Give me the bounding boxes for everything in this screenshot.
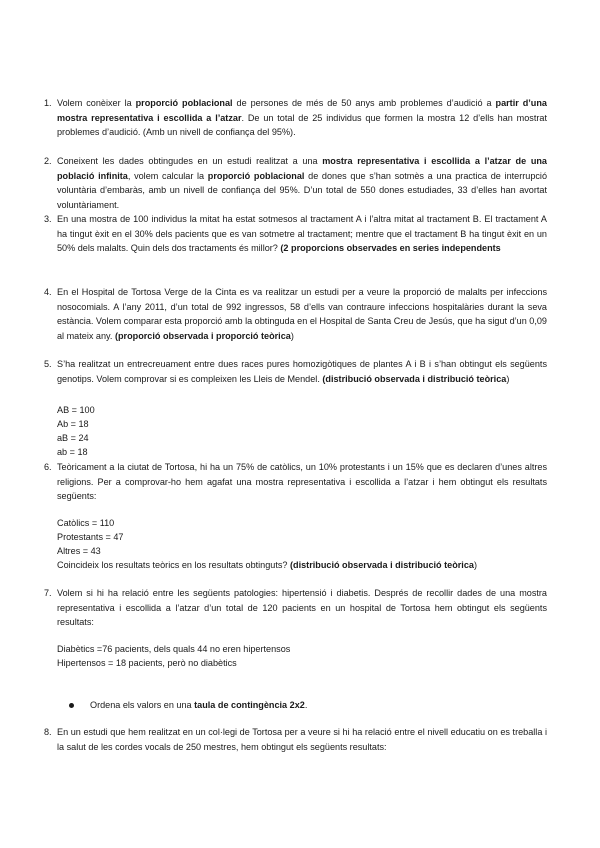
question-4: 4. En el Hospital de Tortosa Verge de la Cinta es va realitzar un estudi per a veure la proporció de malalts per infeccions nosocomials. A l’any 2011, d’un total de 992 ingressos, 58 d’ells van contraure infeccions hospitalàries durant la seva estància. Volem comparar esta proporció amb la obtinguda en el Hospital de Santa Creu de Jesús, que ha sigut d’un 0,09 al mateix any. (proporció observada i proporció teòrica)	[44, 287, 547, 341]
genotype-ab-upper: AB = 100	[57, 405, 95, 415]
result-diabetics: Diabètics =76 pacients, dels quals 44 no eren hipertensos	[57, 644, 291, 654]
document-page: 1. Volem conèixer la proporció poblacional de persones de més de 50 anys amb problemes d’audició a partir d’una mostra representativa i escollida a l’atzar. De un total de 25 individus que formen la mostra 12 d’ells han mostrat problemes d’audició. (Amb un nivell de confiança del 95%). 2. Coneixent les dades obtingudes en un estudi realitzat a una mostra representativa i escollida a l’atzar de una població infinita, volem calcular la proporció poblacional de dones que s’han sotmès a una practica de interrupció voluntària d’embaràs, amb un nivell de confiança del 95%. D’un total de 550 dones estudiades, 33 d’elles han avortat voluntàriament. 3. En una mostra de 100 individus la mitat ha estat sotmesos al tractament A i l’altra mitat al tractament B. El tractament A ha tingut èxit en el 30% dels pacients que es van sotmetre al tractament; mentre que el tractament B ha tingut èxit en un 50% dels malalts. Quin dels dos tractaments és millor? (2 proporcions observades en series independents 4. En el Hospital de Tortosa Verge de la Cinta es va realitzar un estudi per a veure la proporció de malalts per infeccions nosocomials. A l’any 2011, d’un total de 992 ingressos, 58 d’ells van contraure infeccions hospitalàries durant la seva estància. Volem comparar esta proporció amb la obtinguda en el Hospital de Santa Creu de Jesús, que ha sigut d’un 0,09 al mateix any. (proporció observada i proporció teòrica) 5. S’ha realitzat un entrecreuament entre dues races pures homozigòtiques de plantes A i B i s’han obtingut els següents genotips. Volem comprovar si es compleixen les Lleis de Mendel. (distribució observada i distribució teòrica) AB = 100 Ab = 18 aB = 24 ab = 18 6. Teòricament a la ciutat de Tortosa, hi ha un 75% de catòlics, un 10% protestants i un 15% que es declaren d’unes altres religions. Per a comprovar-ho hem agafat una mostra representativa i escollida a l’atzar i hem obtingut els resultats següents: Catòlics = 110 Protestants = 47 Altres = 43 Coincideix los resultats teòrics en los resultats obtinguts? (distribució observada i distribució teòrica) 7. Volem si hi ha relació entre les següents patologies: hipertensió i diabetis. Després de recollir dades de una mostra representativa i escollida a l’atzar d’un total de 120 pacients en un hospital de Tortosa hem obtingut els següents resultats: Diabètics =76 pacients, dels quals 44 no eren hipertensos Hipertensos = 18 pacients, però no diabètics Ordena els valors en una taula de contingència 2x2. 8. En un estudi que hem realitzat en un col·legi de Tortosa per a veure si hi ha relació entre el nivell educatiu on es treballa i la salut de les cordes vocals de 250 mestres, hem obtingut els següents resultats:	[0, 0, 600, 848]
question-6: 6. Teòricament a la ciutat de Tortosa, hi ha un 75% de catòlics, un 10% protestants i un 15% que es declaren d’unes altres religions. Per a comprovar-ho hem agafat una mostra representativa i escollida a l’atzar i hem obtingut els resultats següents:	[44, 462, 547, 502]
genotype-ab-mixed: Ab = 18	[57, 419, 89, 429]
result-others: Altres = 43	[57, 546, 101, 556]
question-5: 5. S’ha realitzat un entrecreuament entre dues races pures homozigòtiques de plantes A i B i s’han obtingut els següents genotips. Volem comprovar si es compleixen les Lleis de Mendel. (distribució observada i distribució teòrica)	[44, 359, 547, 384]
result-hypertensive: Hipertensos = 18 pacients, però no diabètics	[57, 658, 237, 668]
question-5-number: 5.	[44, 359, 52, 369]
question-7-number: 7.	[44, 588, 52, 598]
question-6-followup: Coincideix los resultats teòrics en los resultats obtinguts? (distribució observada i distribució teòrica)	[57, 560, 477, 570]
question-8-number: 8.	[44, 727, 52, 737]
genotype-ab-rev: aB = 24	[57, 433, 89, 443]
question-4-number: 4.	[44, 287, 52, 297]
question-2: 2. Coneixent les dades obtingudes en un estudi realitzat a una mostra representativa i escollida a l’atzar de una població infinita, volem calcular la proporció poblacional de dones que s’han sotmès a una practica de interrupció voluntària d’embaràs, amb un nivell de confiança del 95%. D’un total de 550 dones estudiades, 33 d’elles han avortat voluntàriament.	[44, 156, 548, 210]
question-6-number: 6.	[44, 462, 52, 472]
question-3-number: 3.	[44, 214, 52, 224]
result-protestants: Protestants = 47	[57, 532, 124, 542]
question-8: 8. En un estudi que hem realitzat en un col·legi de Tortosa per a veure si hi ha relació entre el nivell educatiu on es treballa i la salut de les cordes vocals de 250 mestres, hem obtingut els següents resultats:	[44, 727, 547, 752]
question-1: 1. Volem conèixer la proporció poblacional de persones de més de 50 anys amb problemes d’audició a partir d’una mostra representativa i escollida a l’atzar. De un total de 25 individus que formen la mostra 12 d’ells han mostrat problemes d’audició. (Amb un nivell de confiança del 95%).	[44, 98, 547, 138]
question-3: 3. En una mostra de 100 individus la mitat ha estat sotmesos al tractament A i l’altra mitat al tractament B. El tractament A ha tingut èxit en el 30% dels pacients que es van sotmetre al tractament; mentre que el tractament B ha tingut èxit en un 50% dels malalts. Quin dels dos tractaments és millor? (2 proporcions observades en series independents	[44, 214, 547, 254]
genotype-ab-lower: ab = 18	[57, 447, 88, 457]
bullet-dot-icon	[69, 703, 74, 708]
question-7: 7. Volem si hi ha relació entre les següents patologies: hipertensió i diabetis. Després de recollir dades de una mostra representativa i escollida a l’atzar d’un total de 120 pacients en un hospital de Tortosa hem obtingut els següents resultats:	[44, 588, 547, 628]
question-1-number: 1.	[44, 98, 52, 108]
result-catholics: Catòlics = 110	[57, 518, 115, 528]
question-2-number: 2.	[44, 156, 52, 166]
